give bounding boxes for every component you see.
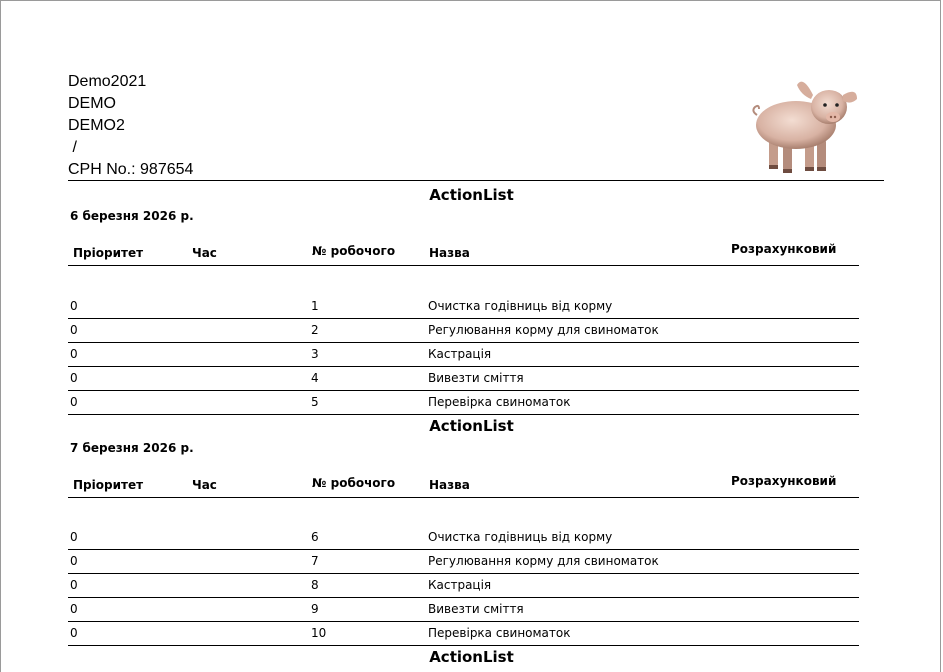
cell-priority: 0 [70,530,78,544]
cell-name: Очистка годівниць від корму [428,530,613,544]
cell-worker: 4 [311,371,319,385]
row-rule [68,414,859,415]
cell-worker: 3 [311,347,319,361]
cell-priority: 0 [70,371,78,385]
cell-priority: 0 [70,554,78,568]
cell-priority: 0 [70,578,78,592]
section-date: 7 березня 2026 р. [70,441,194,455]
cell-name: Перевірка свиноматок [428,626,571,640]
cph-number: CPH No.: 987654 [68,161,194,178]
row-rule [68,597,859,598]
col-calculated: Розрахунковий [731,474,837,488]
row-rule [68,573,859,574]
cell-name: Регулювання корму для свиноматок [428,323,659,337]
cell-worker: 9 [311,602,319,616]
farm-unit: DEMO2 [68,117,125,134]
cell-worker: 7 [311,554,319,568]
col-worker-no: № робочого [312,476,396,490]
cell-worker: 2 [311,323,319,337]
cell-name: Очистка годівниць від корму [428,299,613,313]
cell-priority: 0 [70,299,78,313]
row-rule [68,390,859,391]
header-divider [68,180,884,181]
farm-code: DEMO [68,95,116,112]
cell-priority: 0 [70,626,78,640]
col-name: Назва [429,246,470,260]
cell-name: Кастрація [428,578,492,592]
farm-header [68,71,193,181]
cell-priority: 0 [70,323,78,337]
farm-address: / [68,139,77,156]
row-rule [68,318,859,319]
row-rule [68,549,859,550]
cell-name: Вивезти сміття [428,602,524,616]
col-name: Назва [429,478,470,492]
cell-name: Кастрація [428,347,492,361]
header-rule [68,497,859,498]
cell-priority: 0 [70,602,78,616]
col-priority: Пріоритет [73,246,144,260]
section-title: ActionList [429,186,514,204]
cell-priority: 0 [70,347,78,361]
cell-worker: 6 [311,530,319,544]
col-time: Час [192,246,217,260]
row-rule [68,621,859,622]
col-time: Час [192,478,217,492]
row-rule [68,342,859,343]
row-rule [68,366,859,367]
pig-icon [751,73,861,177]
cell-name: Регулювання корму для свиноматок [428,554,659,568]
cell-priority: 0 [70,395,78,409]
cell-name: Вивезти сміття [428,371,524,385]
cell-worker: 8 [311,578,319,592]
section-title: ActionList [429,417,514,435]
cell-name: Перевірка свиноматок [428,395,571,409]
farm-name: Demo2021 [68,73,147,90]
col-priority: Пріоритет [73,478,144,492]
row-rule [68,645,859,646]
section-title: ActionList [429,648,514,666]
section-date: 6 березня 2026 р. [70,209,194,223]
col-worker-no: № робочого [312,244,396,258]
header-rule [68,265,859,266]
cell-worker: 5 [311,395,319,409]
cell-worker: 1 [311,299,319,313]
col-calculated: Розрахунковий [731,242,837,256]
cell-worker: 10 [311,626,327,640]
